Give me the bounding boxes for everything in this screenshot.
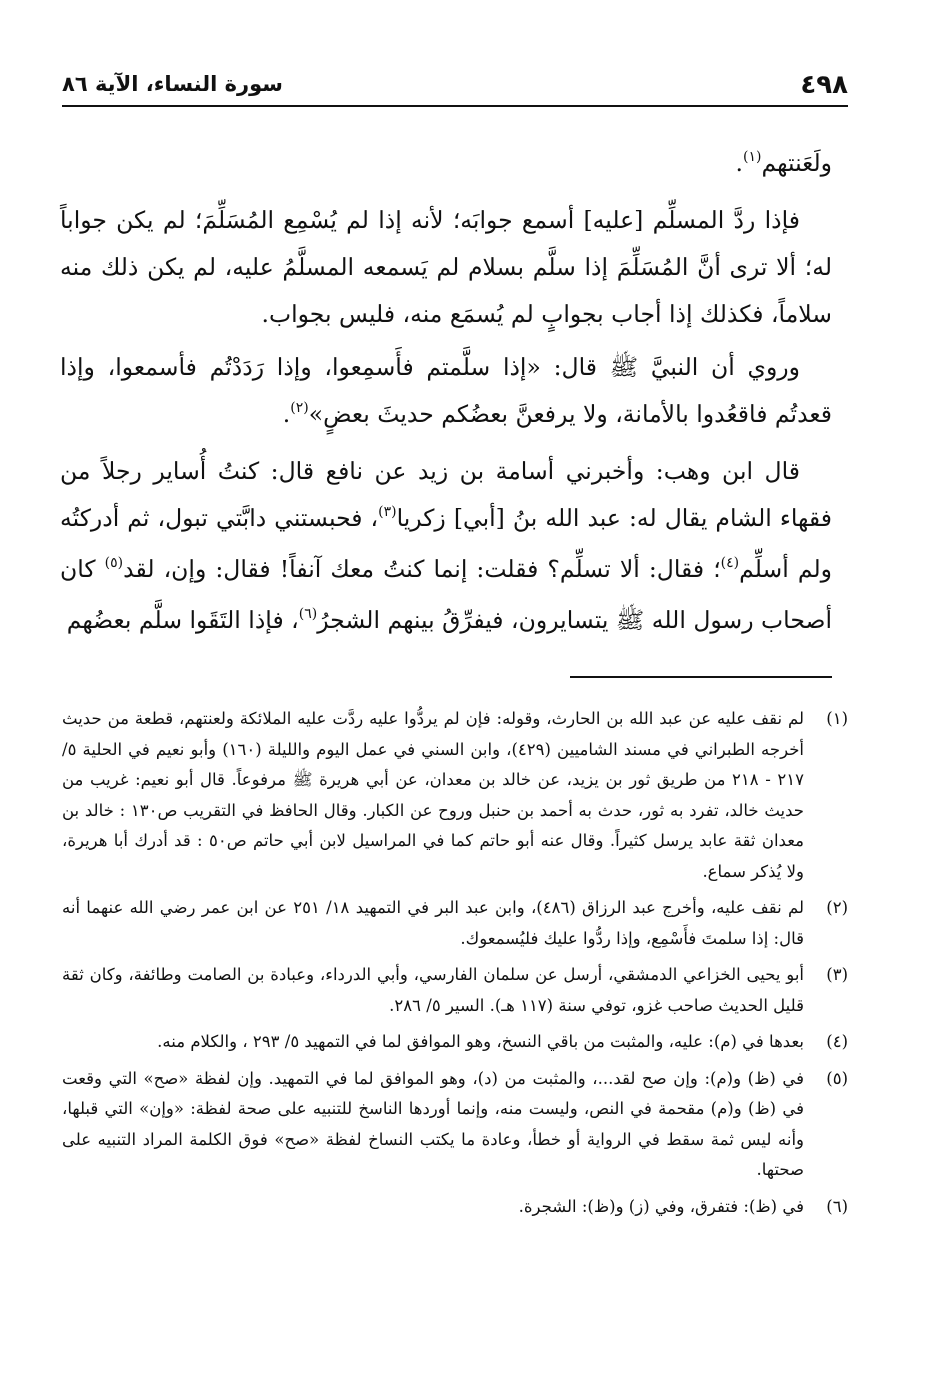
footnotes [62,704,848,1228]
running-title: سورة النساء، الآية ٨٦ [62,72,283,96]
footnote-text: لم نقف عليه، وأخرج عبد الرزاق (٤٨٦)، وابن عبد البر في التمهيد ١٨/ ٢٥١ عن ابن عمر رضي الله عنهما أنه قال: إذا سلمتَ فأَسْمِع، وإذا ردُّوا عليك فليُسمعوك. [62,898,804,948]
footnote-text: في (ظ): فتفرق، وفي (ز) و(ظ): الشجرة. [518,1196,804,1216]
footnote-ref: (٦) [298,606,318,622]
footnote-number: (٢) [826,898,848,917]
paragraph: فإذا ردَّ المسلِّم [عليه] أسمع جوابَه؛ لأنه إذا لم يُسْمِع المُسَلِّمَ؛ لم يكن جواباً له؛ ألا ترى أنَّ المُسَلِّمَ إذا سلَّم بسلام لم يَسمعه المسلَّمُ عليه، لم يكن ذلك منه سلاماً، فكذلك إذا أجاب بجوابٍ لم يُسمَع منه، فليس بجواب. [60,206,832,328]
footnote [62,893,848,954]
footnote-number: (٤) [826,1032,848,1051]
page-header [62,64,848,104]
footnote [62,704,848,887]
footnote-number: (١) [826,709,848,728]
footnote-number: (٥) [826,1068,848,1088]
page-number: ٤٩٨ [800,70,848,100]
footnote-text: بعدها في (م): عليه، والمثبت من باقي النسخ، وهو الموافق لما في التمهيد ٥/ ٢٩٣ ، والكلام منه. [157,1032,804,1051]
footnote-number: (٦) [826,1196,848,1216]
footnote-ref: (١) [743,149,762,165]
footnote-text: أبو يحيى الخزاعي الدمشقي، أرسل عن سلمان الفارسي، وأبي الدرداء، وعبادة بن الصامت وطائفة، وكان ثقة قليل الحديث صاحب غزو، توفي سنة (١١٧ هـ). السير ٥/ ٢٨٦. [62,965,804,1015]
paragraph: وروي أن النبيَّ ﷺ قال: «إذا سلَّمتم فأَسمِعوا، وإذا رَدَدْتُم فأسمعوا، وإذا قعدتُم فاقعُدوا بالأمانة، ولا يرفعنَّ بعضُكم حديثَ بعضٍ»$^{(٢)}$. [60,353,832,428]
header-divider [62,105,848,107]
paragraph: ولَعَنتهم$^{(١)}$. [735,149,832,177]
footnote [62,1192,848,1223]
footnote-ref: (٣) [378,504,397,520]
footnote-text: في (ظ) و(م): وإن صح لقد...، والمثبت من (د)، وهو الموافق لما في التمهيد. وإن لفظة «صح» التي وقعت في (ظ) و(م) مقحمة في النص، وليست منه، وإنما أوردها الناسخ للتنبيه على صحة لفظة: «وإن» التي قبلها، وأنه ليس ثمة سقط في الرواية أو خطأ، وعادة ما يكتب النساخ لفظة «صح» فوق الكلمة المراد التنبيه على صحتها. [62,1068,804,1179]
footnote-ref: (٢) [290,400,309,416]
footnote-ref: (٤) [720,555,740,571]
footnote [62,1027,848,1058]
paragraph: قال ابن وهب: وأخبرني أسامة بن زيد عن نافع قال: كنتُ أُساير رجلاً من فقهاء الشام يقال له: عبد الله بنُ [أبي] زكريا$^{(٣)}$، فحبستني دابَّتي تبول، ثم أدركتُه ولم أسلِّم$^{(٤)}$؛ فقال: ألا تسلِّم؟ فقلت: إنما كنتُ معك آنفاً! فقال: وإن، لقد$^{(٥)}$ كان أصحاب رسول الله ﷺ يتسايرون، فيفرِّقُ بينهم الشجرُ$^{(٦)}$، فإذا التَقَوا سلَّم بعضُهم [60,457,832,634]
footnote-text: لم نقف عليه عن عبد الله بن الحارث، وقوله: فإن لم يردُّوا عليه ردَّت عليه الملائكة ولعنتهم، قطعة من حديث أخرجه الطبراني في مسند الشاميين (٤٢٩)، وابن السني في عمل اليوم والليلة (١٦٠) وأبو نعيم في الحلية ٥/ ٢١٧ - ٢١٨ من طريق ثور بن يزيد، عن خالد بن معدان، عن أبي هريرة ﷺ مرفوعاً. قال أبو نعيم: غريب من حديث خالد، تفرد به ثور، حدث به أحمد بن حنبل وروح عن الكبار. وقال الحافظ في التقريب ص١٣٠ : خالد بن معدان ثقة عابد يرسل كثيراً. وقال عنه أبو حاتم كما في المراسيل لابن أبي حاتم ص٥٠ : قد أدرك أبا هريرة، ولا يُذكر سماع. [62,709,804,881]
main-text [60,140,832,648]
footnote [62,1064,848,1186]
footnote-divider [570,676,832,678]
footnote [62,960,848,1021]
footnote-number: (٣) [826,965,848,984]
footnote-ref: (٥) [104,555,124,571]
